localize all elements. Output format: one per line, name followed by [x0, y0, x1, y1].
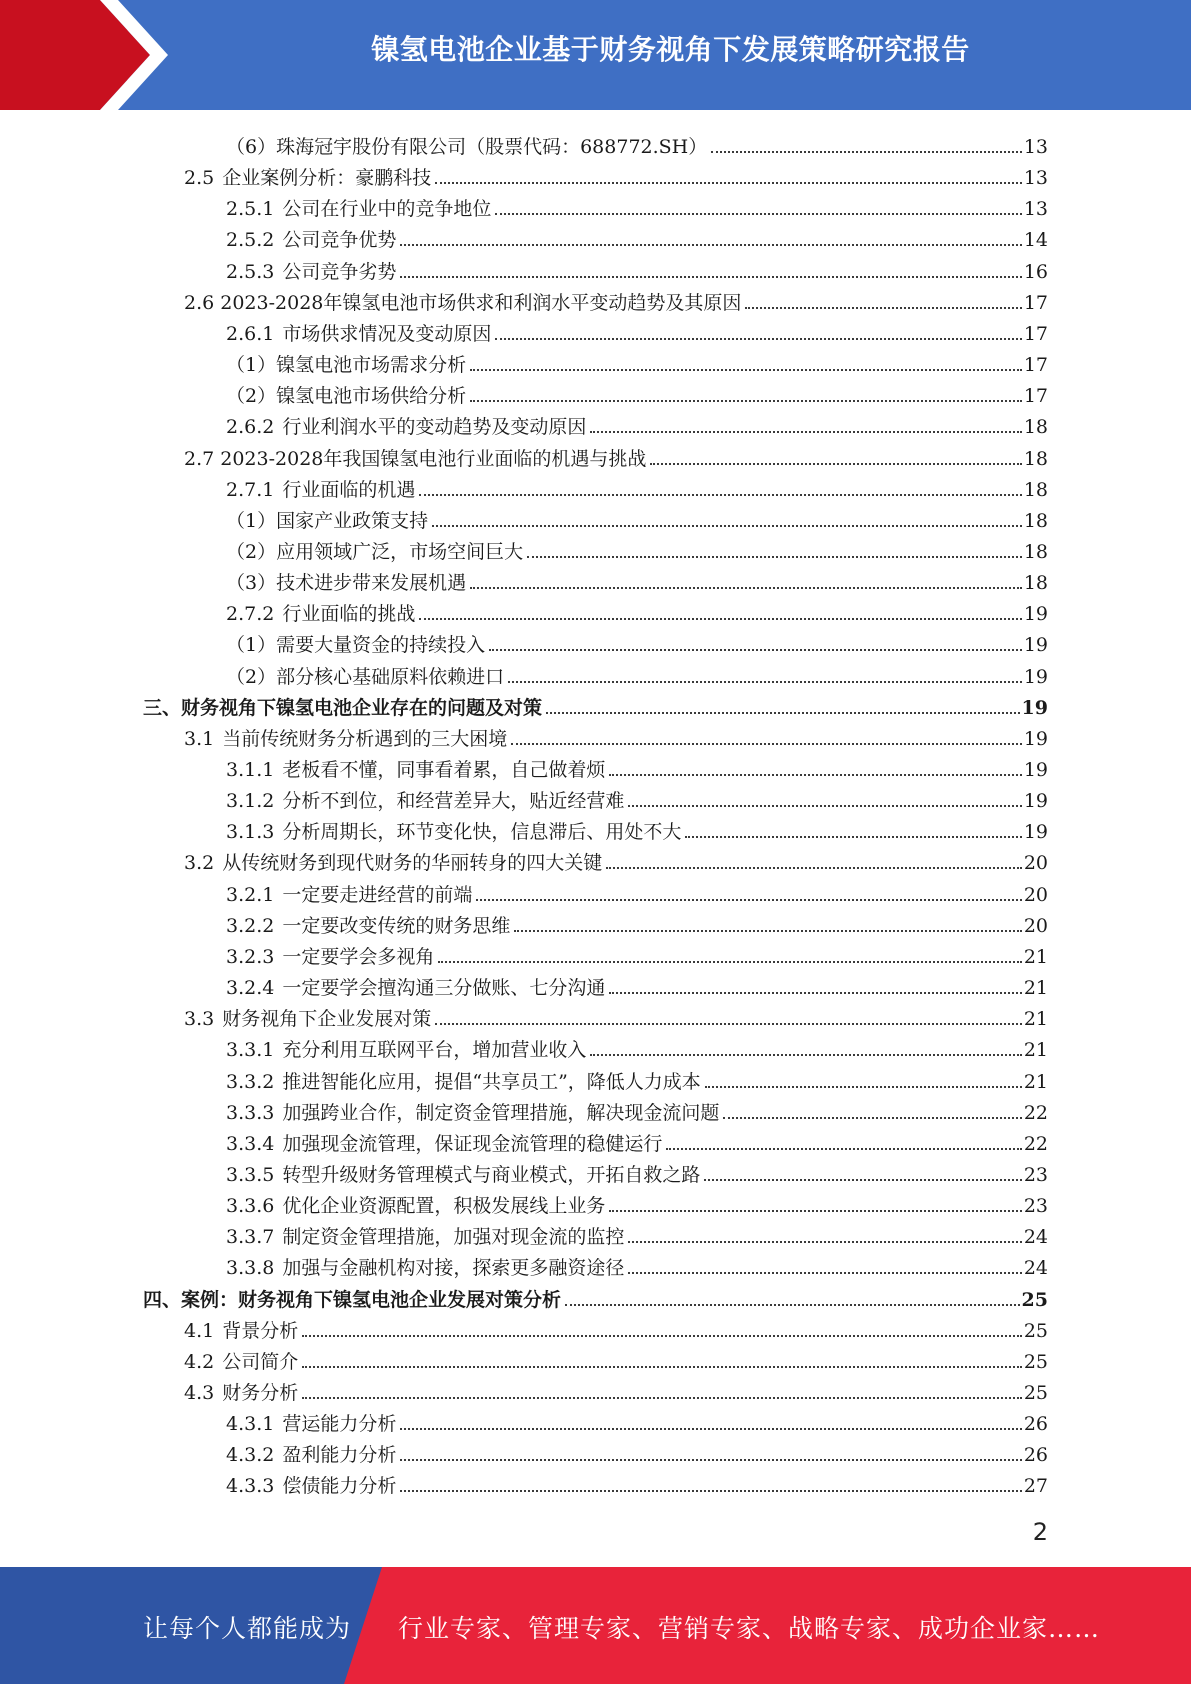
toc-entry[interactable]	[226, 1436, 1048, 1467]
toc-entry-text: （1）镍氢电池市场需求分析	[226, 354, 467, 377]
toc-entry-page: 16	[1023, 260, 1048, 283]
toc-entry[interactable]	[143, 689, 1048, 720]
toc-entry-page: 20	[1023, 852, 1048, 875]
toc-entry[interactable]	[226, 221, 1048, 252]
toc-entry-label	[184, 1381, 298, 1405]
toc-entry-number: 3.2.1	[226, 883, 275, 906]
toc-entry-page: 18	[1023, 478, 1048, 501]
toc-entry-text: 当前传统财务分析遇到的三大困境	[222, 727, 508, 750]
toc-entry-label	[226, 478, 415, 502]
toc-entry-text: 营运能力分析	[282, 1413, 397, 1436]
toc-dot-leader	[704, 1179, 1021, 1181]
toc-entry-number: 3.2.4	[226, 977, 275, 1000]
toc-entry[interactable]	[184, 1312, 1048, 1343]
toc-entry-label	[226, 1474, 396, 1498]
report-title: 镍氢电池企业基于财务视角下发展策略研究报告	[371, 33, 970, 66]
toc-entry-page: 23	[1023, 1195, 1048, 1218]
toc-entry-page: 18	[1023, 572, 1048, 595]
toc-dot-leader	[400, 1459, 1021, 1461]
toc-entry[interactable]	[226, 564, 1048, 595]
toc-entry[interactable]	[184, 1343, 1048, 1374]
toc-entry[interactable]	[184, 1000, 1048, 1031]
toc-dot-leader	[609, 1210, 1021, 1212]
toc-entry-label	[226, 197, 491, 221]
toc-entry-number: 3.1.1	[226, 759, 275, 781]
toc-entry-label	[226, 353, 466, 377]
toc-entry-page: 21	[1023, 945, 1048, 968]
toc-entry-text: 企业案例分析：豪鹏科技	[222, 167, 432, 190]
toc-entry[interactable]	[226, 1218, 1048, 1249]
toc-entry-text: 优化企业资源配置，积极发展线上业务	[282, 1195, 606, 1218]
toc-entry-label	[226, 1225, 624, 1249]
toc-entry[interactable]	[226, 1187, 1048, 1218]
toc-entry[interactable]	[226, 253, 1048, 284]
toc-entry-text: 老板看不懂，同事看着累，自己做着烦	[282, 759, 606, 781]
footer-slogan: 让每个人都能成为	[143, 1614, 352, 1643]
toc-entry-label	[226, 820, 681, 844]
toc-dot-leader	[514, 930, 1021, 932]
toc-entry-text: （3）技术进步带来发展机遇	[226, 572, 467, 595]
toc-entry-page: 19	[1023, 603, 1048, 626]
toc-entry-page: 17	[1023, 322, 1048, 345]
toc-entry-label	[226, 1443, 396, 1467]
toc-entry-label	[226, 1163, 700, 1187]
toc-dot-leader	[419, 618, 1021, 620]
toc-dot-leader	[470, 587, 1022, 589]
toc-entry-label	[184, 291, 741, 315]
toc-entry-number: 3.1.2	[226, 790, 275, 813]
toc-entry-page: 25	[1023, 1382, 1048, 1404]
page-header	[0, 0, 1191, 110]
toc-entry[interactable]	[226, 1156, 1048, 1187]
toc-entry-label	[226, 1256, 624, 1280]
toc-dot-leader	[302, 1366, 1022, 1368]
toc-entry[interactable]	[184, 284, 1048, 315]
toc-entry-number: 3.3.4	[226, 1132, 275, 1155]
toc-entry-label	[226, 1070, 701, 1094]
toc-dot-leader	[470, 369, 1022, 371]
toc-entry-number: 3.2.2	[226, 914, 275, 937]
toc-entry-text: 行业利润水平的变动趋势及变动原因	[282, 416, 587, 439]
toc-dot-leader	[628, 1241, 1021, 1243]
toc-entry-number: 2.7.2	[226, 603, 275, 626]
toc-entry-label	[226, 260, 396, 284]
toc-entry-text: 充分利用互联网平台，增加营业收入	[282, 1039, 587, 1062]
toc-dot-leader	[745, 307, 1021, 309]
toc-entry-number: 2.6.1	[226, 322, 275, 345]
toc-entry-number: 2.5	[184, 167, 215, 190]
toc-entry[interactable]	[226, 938, 1048, 969]
toc-entry-number: 2.6.2	[226, 416, 275, 439]
toc-entry[interactable]	[226, 813, 1048, 844]
toc-entry-label	[226, 540, 523, 564]
toc-entry[interactable]	[226, 1249, 1048, 1280]
toc-entry-text: 财务分析	[222, 1382, 299, 1404]
toc-dot-leader	[590, 1054, 1021, 1056]
toc-entry-text: （2）镍氢电池市场供给分析	[226, 385, 467, 408]
toc-entry-page: 17	[1023, 354, 1048, 377]
toc-entry-number: 4.3.2	[226, 1444, 275, 1467]
footer-expert-list: 行业专家、管理专家、营销专家、战略专家、成功企业家……	[398, 1614, 1101, 1643]
toc-entry-text: 分析不到位，和经营差异大，贴近经营难	[282, 790, 625, 813]
toc-entry-text: 推进智能化应用，提倡“共享员工”，降低人力成本	[282, 1070, 701, 1093]
toc-entry-page: 22	[1023, 1132, 1048, 1155]
toc-dot-leader	[302, 1335, 1022, 1337]
toc-entry-number: 4.3	[184, 1382, 215, 1404]
toc-entry[interactable]	[226, 533, 1048, 564]
toc-dot-leader	[495, 338, 1021, 340]
toc-entry-text: 公司竞争劣势	[282, 260, 397, 283]
toc-entry-text: 转型升级财务管理模式与商业模式，开拓自救之路	[282, 1163, 701, 1186]
toc-dot-leader	[432, 525, 1022, 527]
toc-entry-page: 22	[1023, 1101, 1048, 1124]
toc-entry-number: 3.2	[184, 852, 215, 875]
toc-entry-page: 19	[1023, 759, 1048, 781]
toc-entry[interactable]	[184, 844, 1048, 875]
toc-entry-label	[226, 1412, 396, 1436]
toc-entry-text: 加强与金融机构对接，探索更多融资途径	[282, 1257, 625, 1280]
toc-entry-page: 14	[1023, 229, 1048, 252]
toc-entry-label	[226, 1038, 586, 1062]
toc-entry-page: 26	[1023, 1413, 1048, 1436]
toc-entry[interactable]	[226, 907, 1048, 938]
toc-entry[interactable]	[226, 377, 1048, 408]
toc-entry[interactable]	[226, 876, 1048, 907]
toc-entry[interactable]	[226, 1031, 1048, 1062]
toc-entry-label	[226, 602, 415, 626]
toc-entry-label	[226, 789, 624, 813]
toc-entry-label	[226, 228, 396, 252]
toc-entry-page: 18	[1023, 447, 1048, 470]
toc-entry-label	[226, 1101, 719, 1125]
toc-dot-leader	[723, 1117, 1021, 1119]
toc-dot-leader	[527, 556, 1022, 558]
toc-dot-leader	[470, 400, 1022, 402]
toc-entry-page: 23	[1023, 1163, 1048, 1186]
toc-dot-leader	[546, 712, 1020, 714]
toc-entry[interactable]	[184, 720, 1048, 751]
toc-entry-text: 2.7 2023-2028年我国镍氢电池行业面临的机遇与挑战	[184, 447, 647, 470]
toc-entry-page: 19	[1023, 665, 1048, 688]
toc-entry-label	[226, 758, 605, 782]
toc-entry-text: 四、案例：财务视角下镍氢电池企业发展对策分析	[143, 1288, 562, 1311]
toc-entry-page: 18	[1023, 416, 1048, 439]
toc-dot-leader	[609, 774, 1021, 776]
toc-entry[interactable]	[226, 658, 1048, 689]
toc-entry-page: 13	[1023, 136, 1048, 158]
toc-entry-number: 3.1.3	[226, 821, 275, 844]
toc-entry-text: 财务视角下企业发展对策	[222, 1008, 432, 1031]
toc-entry-text: 市场供求情况及变动原因	[282, 322, 492, 345]
toc-dot-leader	[400, 1490, 1021, 1492]
toc-entry-page: 24	[1023, 1226, 1048, 1249]
toc-entry-number: 3.3.8	[226, 1257, 275, 1280]
toc-entry-text: （2）部分核心基础原料依赖进口	[226, 665, 505, 688]
toc-dot-leader	[419, 494, 1021, 496]
toc-entry-page: 20	[1023, 883, 1048, 906]
toc-entry-number: 4.2	[184, 1350, 215, 1373]
toc-entry-label	[226, 976, 605, 1000]
toc-entry-number: 3.3.2	[226, 1070, 275, 1093]
toc-dot-leader	[606, 867, 1022, 869]
toc-entry[interactable]	[226, 969, 1048, 1000]
toc-entry-text: 制定资金管理措施，加强对现金流的监控	[282, 1226, 625, 1249]
toc-dot-leader	[705, 1086, 1022, 1088]
toc-entry-text: 加强现金流管理，保证现金流管理的稳健运行	[282, 1132, 663, 1155]
toc-entry-number: 3.3.5	[226, 1163, 275, 1186]
toc-entry-page: 21	[1023, 1008, 1048, 1031]
toc-entry-page: 26	[1023, 1444, 1048, 1467]
toc-dot-leader	[400, 1428, 1021, 1430]
toc-entry[interactable]	[226, 315, 1048, 346]
toc-dot-leader	[511, 743, 1022, 745]
toc-entry-label	[184, 1319, 298, 1343]
toc-entry-text: 一定要改变传统的财务思维	[282, 914, 511, 937]
toc-entry-page: 17	[1023, 291, 1048, 314]
toc-entry[interactable]	[226, 782, 1048, 813]
toc-entry-label	[226, 633, 485, 657]
page-footer	[0, 1567, 1191, 1684]
toc-entry-page: 19	[1023, 727, 1048, 750]
toc-entry[interactable]	[226, 128, 1048, 159]
toc-dot-leader	[302, 1397, 1022, 1399]
toc-entry-label	[143, 1288, 561, 1312]
toc-entry-page: 25	[1021, 1288, 1048, 1311]
toc-entry-label	[226, 322, 491, 346]
toc-dot-leader	[590, 431, 1021, 433]
toc-entry-page: 21	[1023, 1039, 1048, 1062]
toc-dot-leader	[489, 649, 1022, 651]
toc-entry-text: 加强跨业合作，制定资金管理措施，解决现金流问题	[282, 1101, 720, 1124]
toc-entry-text: 三、财务视角下镍氢电池企业存在的问题及对策	[143, 696, 543, 719]
toc-entry-number: 2.5.1	[226, 198, 275, 221]
toc-dot-leader	[508, 681, 1022, 683]
toc-entry-text: 2.6 2023-2028年镍氢电池市场供求和利润水平变动趋势及其原因	[184, 291, 742, 314]
toc-dot-leader	[565, 1304, 1020, 1306]
toc-entry-number: 3.3	[184, 1008, 215, 1031]
toc-entry[interactable]	[226, 1094, 1048, 1125]
toc-entry-label	[226, 509, 428, 533]
toc-entry[interactable]	[226, 190, 1048, 221]
toc-entry-page: 25	[1023, 1350, 1048, 1373]
toc-entry[interactable]	[226, 346, 1048, 377]
toc-entry-number: 4.1	[184, 1319, 215, 1342]
toc-entry-page: 21	[1023, 977, 1048, 1000]
toc-entry-number: 3.2.3	[226, 945, 275, 968]
toc-entry-label	[226, 883, 472, 907]
toc-dot-leader	[609, 992, 1021, 994]
toc-entry-label	[226, 1194, 605, 1218]
toc-entry[interactable]	[226, 751, 1048, 782]
toc-entry-label	[184, 166, 431, 190]
toc-entry[interactable]	[226, 595, 1048, 626]
toc-entry-page: 20	[1023, 914, 1048, 937]
toc-dot-leader	[666, 1148, 1021, 1150]
toc-entry-page: 18	[1023, 540, 1048, 563]
toc-entry-page: 19	[1023, 821, 1048, 844]
toc-entry-label	[184, 447, 646, 471]
toc-dot-leader	[650, 463, 1021, 465]
toc-entry-number: 3.1	[184, 727, 215, 750]
toc-entry-label	[184, 1350, 298, 1374]
toc-entry-number: 3.3.6	[226, 1195, 275, 1218]
toc-entry-number: 2.5.2	[226, 229, 275, 252]
toc-entry-page: 18	[1023, 509, 1048, 532]
page-number: 2	[1032, 1518, 1048, 1546]
toc-entry[interactable]	[184, 440, 1048, 471]
toc-dot-leader	[400, 244, 1021, 246]
toc-entry-label	[226, 665, 504, 689]
toc-entry[interactable]	[184, 159, 1048, 190]
toc-entry-text: 盈利能力分析	[282, 1444, 397, 1467]
toc-entry-text: 一定要学会擅沟通三分做账、七分沟通	[282, 977, 606, 1000]
toc-entry-number: 3.3.3	[226, 1101, 275, 1124]
toc-entry-label	[184, 1007, 431, 1031]
toc-entry[interactable]	[226, 502, 1048, 533]
toc-dot-leader	[435, 182, 1022, 184]
toc-entry-text: 一定要走进经营的前端	[282, 883, 473, 906]
toc-entry-text: 公司简介	[222, 1350, 299, 1373]
toc-dot-leader	[628, 805, 1021, 807]
toc-entry-label	[226, 914, 510, 938]
toc-entry-text: （1）国家产业政策支持	[226, 509, 429, 532]
toc-dot-leader	[711, 151, 1022, 153]
toc-entry-text: （2）应用领域广泛，市场空间巨大	[226, 540, 524, 563]
toc-entry-page: 24	[1023, 1257, 1048, 1280]
toc-dot-leader	[435, 1023, 1022, 1025]
toc-entry-text: 背景分析	[222, 1319, 299, 1342]
toc-entry-label	[184, 727, 507, 751]
toc-entry[interactable]	[226, 1467, 1048, 1498]
toc-entry-label	[143, 696, 542, 720]
toc-entry[interactable]	[226, 626, 1048, 657]
toc-entry-label	[226, 1132, 662, 1156]
toc-entry-text: 行业面临的挑战	[282, 603, 416, 626]
toc-entry-text: 行业面临的机遇	[282, 478, 416, 501]
toc-entry-text: 分析周期长，环节变化快，信息滞后、用处不大	[282, 821, 682, 844]
toc-entry[interactable]	[226, 1125, 1048, 1156]
toc-entry-number: 3.3.7	[226, 1226, 275, 1249]
toc-entry-number: 2.7.1	[226, 478, 275, 501]
toc-entry[interactable]	[184, 1374, 1048, 1405]
toc-entry[interactable]	[143, 1281, 1048, 1312]
toc-entry-page: 25	[1023, 1319, 1048, 1342]
toc-entry-text: 公司在行业中的竞争地位	[282, 198, 492, 221]
toc-entry-label	[184, 851, 602, 875]
toc-entry-text: 公司竞争优势	[282, 229, 397, 252]
toc-dot-leader	[438, 961, 1021, 963]
toc-dot-leader	[495, 213, 1021, 215]
toc-entry[interactable]	[226, 1405, 1048, 1436]
toc-entry-page: 17	[1023, 385, 1048, 408]
toc-entry-page: 13	[1023, 167, 1048, 190]
toc-entry-page: 19	[1021, 696, 1048, 719]
toc-entry-page: 19	[1023, 790, 1048, 813]
toc-entry-label	[226, 415, 586, 439]
toc-entry-page: 21	[1023, 1070, 1048, 1093]
toc-entry[interactable]	[226, 1063, 1048, 1094]
toc-entry-page: 13	[1023, 198, 1048, 221]
toc-entry-number: 4.3.3	[226, 1475, 275, 1498]
toc-entry-label	[226, 945, 434, 969]
toc-entry-text: （1）需要大量资金的持续投入	[226, 634, 486, 657]
toc-entry-label	[226, 571, 466, 595]
toc-dot-leader	[628, 1272, 1021, 1274]
toc-entry-text: 从传统财务到现代财务的华丽转身的四大关键	[222, 852, 603, 875]
toc-entry-number: 2.5.3	[226, 260, 275, 283]
toc-entry-number: 3.3.1	[226, 1039, 275, 1062]
toc-entry[interactable]	[226, 408, 1048, 439]
toc-dot-leader	[400, 276, 1021, 278]
toc-entry-label	[226, 135, 707, 159]
toc-dot-leader	[476, 899, 1021, 901]
toc-entry-label	[226, 384, 466, 408]
toc-entry-text: 一定要学会多视角	[282, 945, 435, 968]
toc-entry-text: （6）珠海冠宇股份有限公司（股票代码：688772.SH）	[226, 136, 708, 158]
toc-entry-text: 偿债能力分析	[282, 1475, 397, 1498]
toc-dot-leader	[685, 836, 1021, 838]
toc-entry-number: 4.3.1	[226, 1413, 275, 1436]
toc-entry-page: 19	[1023, 634, 1048, 657]
toc-entry-page: 27	[1023, 1475, 1048, 1498]
toc-entry[interactable]	[226, 471, 1048, 502]
